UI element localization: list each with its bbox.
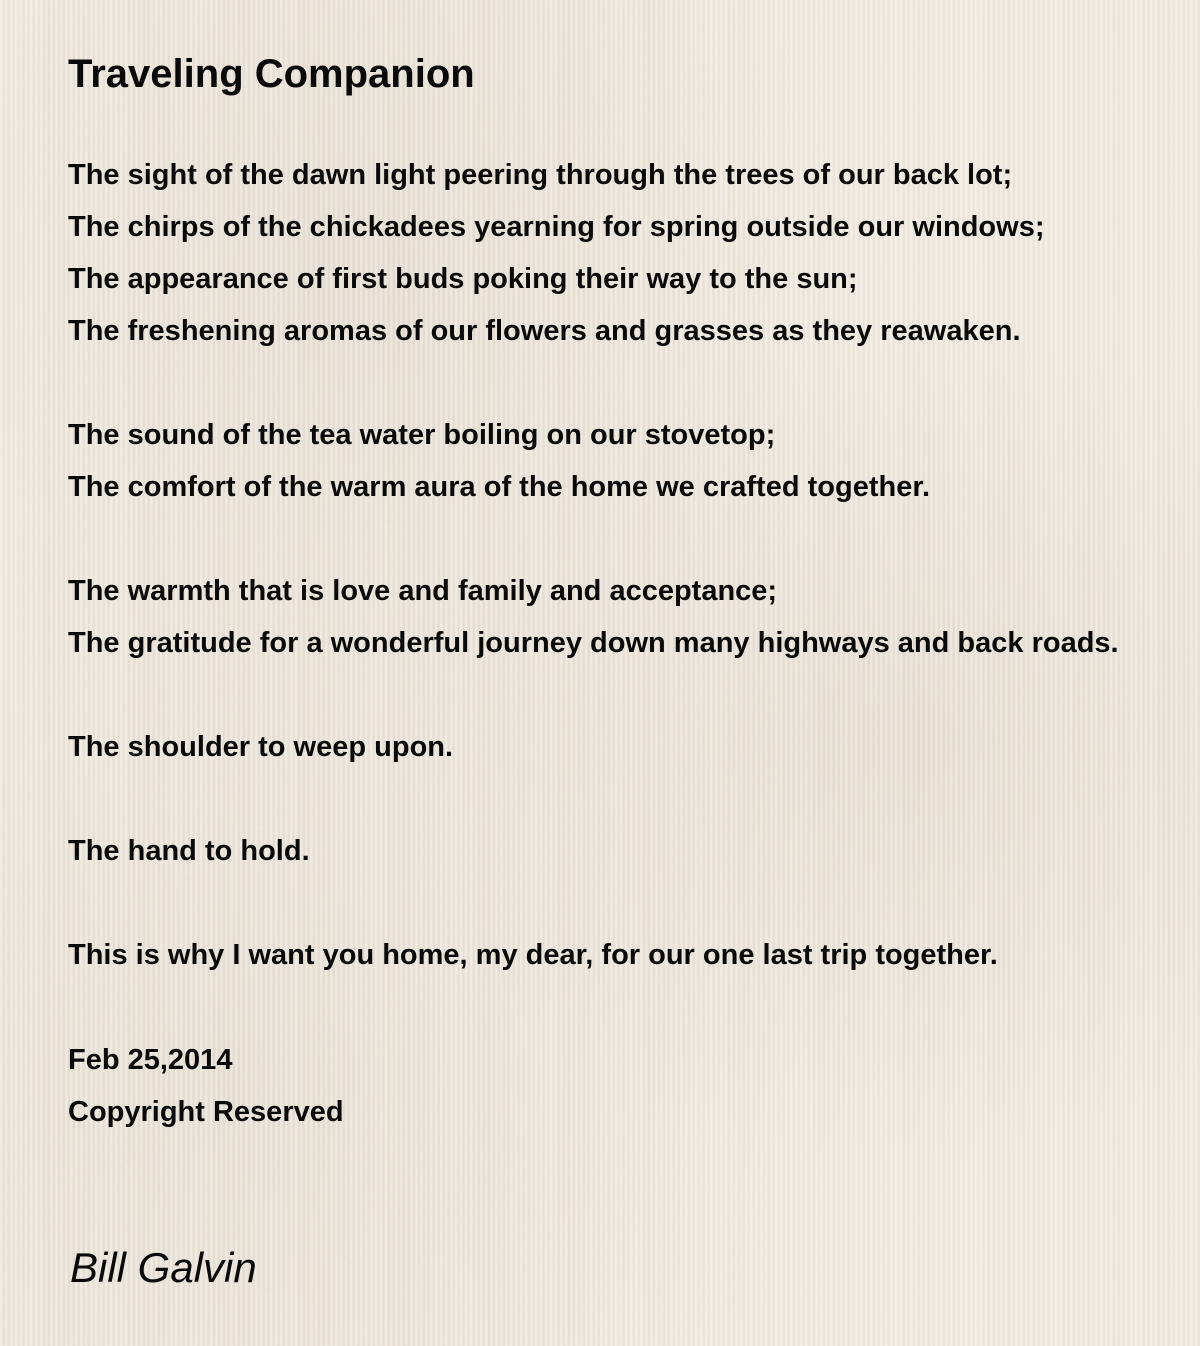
stanza-4 <box>68 727 1200 779</box>
stanza-break <box>68 675 1200 727</box>
author-name: Bill Galvin <box>70 1244 257 1291</box>
poem-title: Traveling Companion <box>68 52 475 96</box>
poem-line: The sound of the tea water boiling on our stovetop; <box>68 419 776 451</box>
poem-body <box>68 155 1200 987</box>
stanza-2 <box>68 415 1200 519</box>
poem-line: The sight of the dawn light peering through the trees of our back lot; <box>68 159 1013 191</box>
poem-date: Feb 25,2014 <box>68 1044 233 1076</box>
stanza-3 <box>68 571 1200 675</box>
poem-line: The gratitude for a wonderful journey down many highways and back roads. <box>68 627 1119 659</box>
poem-line: The chirps of the chickadees yearning for spring outside our windows; <box>68 211 1045 243</box>
poem-line: The hand to hold. <box>68 835 310 867</box>
stanza-break <box>68 883 1200 935</box>
stanza-6 <box>68 935 1200 987</box>
stanza-break <box>68 519 1200 571</box>
poem-line: The comfort of the warm aura of the home we crafted together. <box>68 471 931 503</box>
poem-line: This is why I want you home, my dear, for our one last trip together. <box>68 939 998 971</box>
poem-meta <box>68 1040 344 1144</box>
poem-line: The freshening aromas of our flowers and grasses as they reawaken. <box>68 315 1021 347</box>
stanza-break <box>68 779 1200 831</box>
stanza-5 <box>68 831 1200 883</box>
poem-line: The shoulder to weep upon. <box>68 731 454 763</box>
poem-line: The appearance of first buds poking their way to the sun; <box>68 263 858 295</box>
poem-line: The warmth that is love and family and acceptance; <box>68 575 778 607</box>
copyright-notice: Copyright Reserved <box>68 1096 344 1128</box>
stanza-1 <box>68 155 1200 363</box>
stanza-break <box>68 363 1200 415</box>
